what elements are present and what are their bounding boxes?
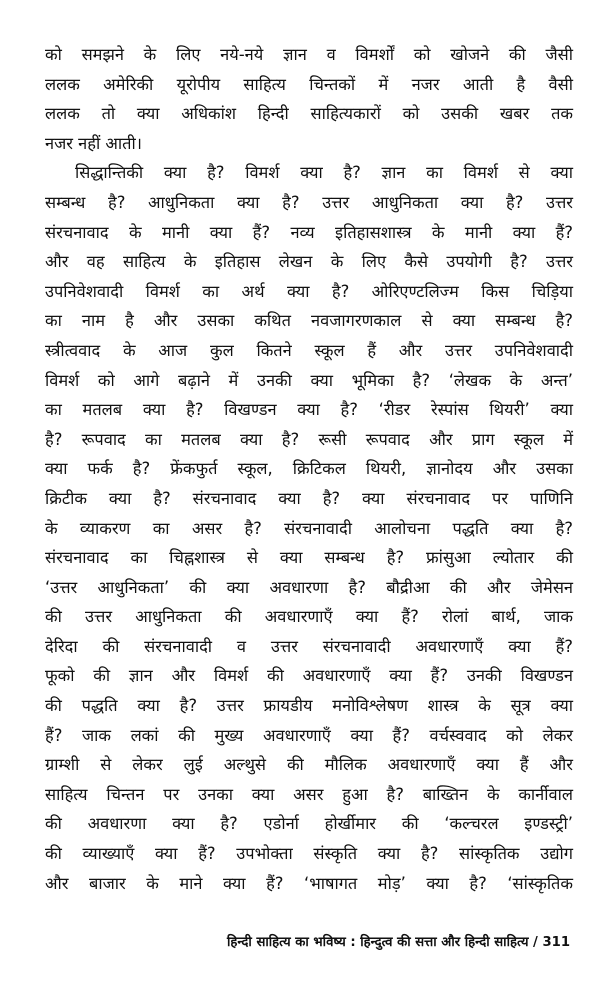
text-line: उपनिवेशवादी विमर्श का अर्थ क्या है? ओरिएण्टलिज्म किस चिड़िया bbox=[45, 281, 573, 301]
text-line: फूको की ज्ञान और विमर्श की अवधारणाएँ क्या हैं? उनकी विखण्डन bbox=[45, 666, 573, 686]
text-line: नजर नहीं आती। bbox=[45, 133, 142, 153]
text-line: सिद्धान्तिकी क्या है? विमर्श क्या है? ज्ञान का विमर्श से क्या bbox=[75, 163, 573, 183]
text-line: क्रिटीक क्या है? संरचनावाद क्या है? क्या संरचनावाद पर पाणिनि bbox=[45, 488, 573, 508]
text-line: सम्बन्ध है? आधुनिकता क्या है? उत्तर आधुनिकता क्या है? उत्तर bbox=[45, 192, 573, 212]
text-line: की अवधारणा क्या है? एडोर्ना होर्खीमार की ‘कल्चरल इण्डस्ट्री’ bbox=[45, 814, 573, 834]
text-line: ललक अमेरिकी यूरोपीय साहित्य चिन्तकों में नजर आती है वैसी bbox=[45, 74, 573, 94]
text-line: विमर्श को आगे बढ़ाने में उनकी क्या भूमिका है? ‘लेखक के अन्त’ bbox=[45, 370, 573, 390]
text-line: ‘उत्तर आधुनिकता’ की क्या अवधारणा है? बौद्रीआ की और जेमेसन bbox=[45, 577, 573, 597]
text-line: देरिदा की संरचनावादी व उत्तर संरचनावादी अवधारणाएँ क्या हैं? bbox=[45, 636, 573, 656]
text-line: की पद्धति क्या है? उत्तर फ्रायडीय मनोविश्लेषण शास्त्र के सूत्र क्या bbox=[45, 696, 573, 716]
text-line: की व्याख्याएँ क्या हैं? उपभोक्ता संस्कृति क्या है? सांस्कृतिक उद्योग bbox=[45, 844, 573, 864]
text-line: हैं? जाक लकां की मुख्य अवधारणाएँ क्या हैं? वर्चस्ववाद को लेकर bbox=[45, 725, 573, 745]
page-footer: हिन्दी साहित्य का भविष्य : हिन्दुत्व की सत्ता और हिन्दी साहित्य / 311 bbox=[226, 935, 570, 950]
text-line: का नाम है और उसका कथित नवजागरणकाल से क्या सम्बन्ध है? bbox=[45, 311, 573, 331]
text-line: साहित्य चिन्तन पर उनका क्या असर हुआ है? बाख्तिन के कार्नीवाल bbox=[45, 784, 573, 804]
page-body bbox=[45, 40, 573, 898]
text-line: क्या फर्क है? फ्रेंकफुर्त स्कूल, क्रिटिकल थियरी, ज्ञानोदय और उसका bbox=[45, 459, 573, 479]
text-line: संरचनावाद के मानी क्या हैं? नव्य इतिहासशास्त्र के मानी क्या हैं? bbox=[45, 222, 573, 242]
text-line: को समझने के लिए नये-नये ज्ञान व विमर्शों को खोजने की जैसी bbox=[45, 45, 573, 64]
text-line: है? रूपवाद का मतलब क्या है? रूसी रूपवाद और प्राग स्कूल में bbox=[45, 429, 573, 449]
text-line: का मतलब क्या है? विखण्डन क्या है? ‘रीडर रेस्पांस थियरी’ क्या bbox=[45, 400, 573, 420]
paragraph-2 bbox=[45, 158, 573, 898]
text-line: स्त्रीत्ववाद के आज कुल कितने स्कूल हैं और उत्तर उपनिवेशवादी bbox=[45, 340, 573, 360]
text-line: संरचनावाद का चिह्नशास्त्र से क्या सम्बन्ध है? फ्रांसुआ ल्योतार की bbox=[45, 548, 573, 568]
text-line: ललक तो क्या अधिकांश हिन्दी साहित्यकारों को उसकी खबर तक bbox=[45, 104, 573, 124]
text-line: ग्राम्शी से लेकर लुई अल्थुसे की मौलिक अवधारणाएँ क्या हैं और bbox=[45, 755, 573, 775]
text-line: के व्याकरण का असर है? संरचनावादी आलोचना पद्धति क्या है? bbox=[45, 518, 573, 538]
paragraph-1 bbox=[45, 40, 573, 158]
text-line: और बाजार के माने क्या हैं? ‘भाषागत मोड़’ क्या है? ‘सांस्कृतिक bbox=[45, 873, 573, 893]
text-line: की उत्तर आधुनिकता की अवधारणाएँ क्या हैं? रोलां बार्थ, जाक bbox=[45, 607, 573, 627]
text-line: और वह साहित्य के इतिहास लेखन के लिए कैसे उपयोगी है? उत्तर bbox=[45, 252, 573, 272]
